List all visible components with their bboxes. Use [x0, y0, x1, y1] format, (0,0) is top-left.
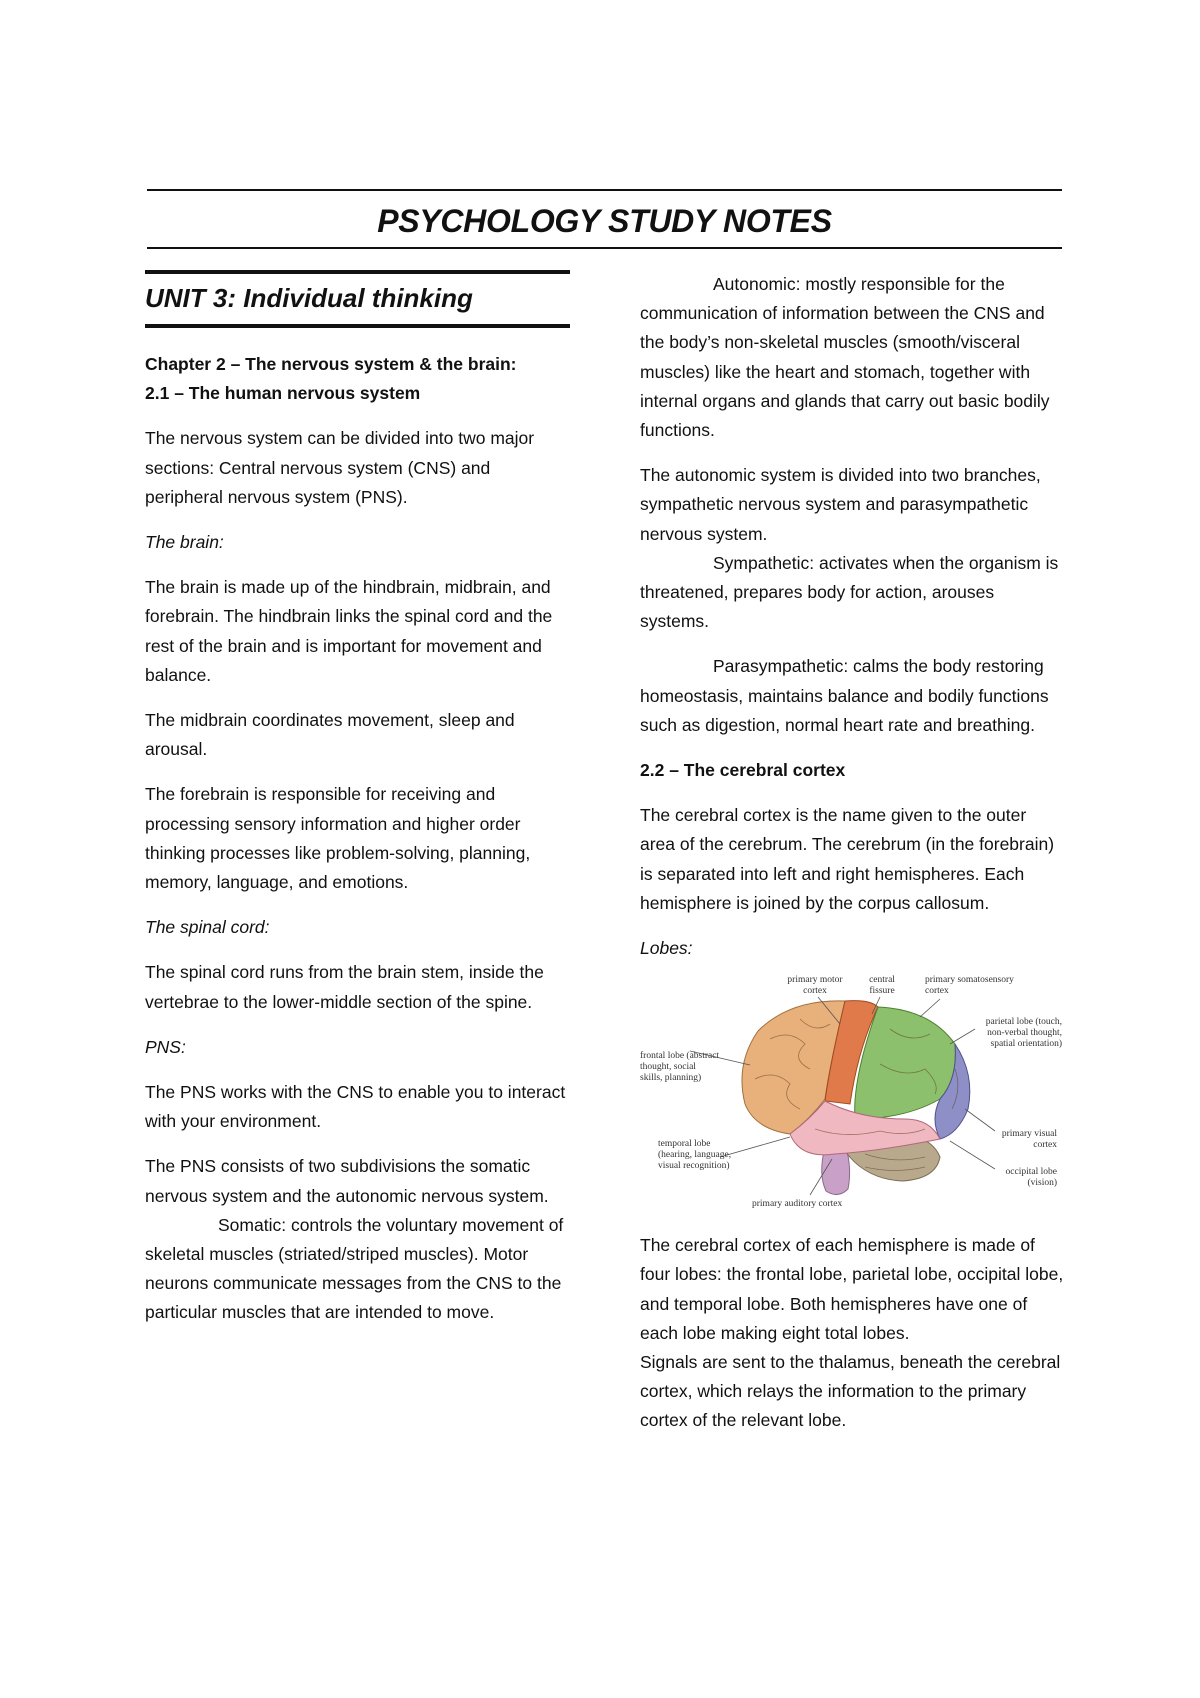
forebrain-paragraph: The forebrain is responsible for receiving and processing sensory information and higher order thinking processes like problem-solving, planning, memory, language, and emotions.: [145, 784, 531, 893]
right-column: [640, 270, 1065, 1452]
sympathetic-paragraph: Sympathetic: activates when the organism is threatened, prepares body for action, arouses systems.: [640, 552, 1059, 632]
autonomic-paragraph: Autonomic: mostly responsible for the communication of information between the CNS and the body’s non-skeletal muscles (smooth/visceral muscles) like the heart and stomach, together with internal organs and glands that carry out basic bodily functions.: [640, 274, 1050, 441]
brain-paragraph: The brain is made up of the hindbrain, midbrain, and forebrain. The hindbrain links the spinal cord and the rest of the brain and is important for movement and balance.: [145, 577, 553, 685]
intro-paragraph: The nervous system can be divided into two major sections: Central nervous system (CNS) and peripheral nervous system (PNS).: [145, 428, 535, 507]
somatic-paragraph: Somatic: controls the voluntary movement of skeletal muscles (striated/striped muscles). Motor neurons communicate messages from the CNS to the particular muscles that are intended to move.: [145, 1214, 564, 1323]
pns-subheading: PNS:: [145, 1036, 186, 1057]
chapter-title: Chapter 2 – The nervous system & the brain:: [145, 354, 517, 374]
unit-heading-box: [145, 270, 570, 328]
unit-title: UNIT 3: Individual thinking: [145, 283, 473, 313]
parasympathetic-paragraph: Parasympathetic: calms the body restoring homeostasis, maintains balance and bodily functions such as digestion, normal heart rate and breathing.: [640, 656, 1049, 735]
pns-paragraph-1: The PNS works with the CNS to enable you to interact with your environment.: [145, 1082, 566, 1132]
midbrain-paragraph: The midbrain coordinates movement, sleep and arousal.: [145, 710, 515, 760]
label-frontal-lobe: frontal lobe (abstract thought, social skills, planning): [640, 1051, 720, 1084]
left-column: [145, 270, 570, 1344]
thalamus-paragraph: Signals are sent to the thalamus, beneath the cerebral cortex, which relays the information to the primary cortex of the relevant lobe.: [640, 1352, 1061, 1431]
label-primary-auditory: primary auditory cortex: [752, 1199, 843, 1210]
lobes-subheading: Lobes:: [640, 938, 693, 959]
lobes-paragraph: The cerebral cortex of each hemisphere is made of four lobes: the frontal lobe, parietal lobe, occipital lobe, and temporal lobe. Both hemispheres have one of each lobe making eight total lobes.: [640, 1235, 1064, 1343]
brain-subheading: The brain:: [145, 532, 224, 553]
spinal-cord-subheading: The spinal cord:: [145, 917, 270, 938]
label-primary-somatosensory: primary somatosensory cortex: [925, 975, 1014, 997]
chapter-heading: [145, 350, 570, 408]
label-central-fissure: central fissure: [869, 975, 895, 997]
label-occipital-lobe: occipital lobe (vision): [1005, 1167, 1057, 1189]
title-rule-bottom: [147, 247, 1062, 249]
label-parietal-lobe: parietal lobe (touch, non-verbal thought, spatial orientation): [985, 1017, 1062, 1050]
label-primary-motor: primary motor cortex: [787, 975, 843, 997]
pns-paragraph-2: The PNS consists of two subdivisions the somatic nervous system and the autonomic nervous system.: [145, 1156, 549, 1206]
autonomic-branches-paragraph: The autonomic system is divided into two branches, sympathetic nervous system and parasympathetic nervous system.: [640, 465, 1041, 544]
title-block: [147, 189, 1062, 249]
brain-lobes-figure: [640, 969, 1065, 1219]
cerebral-cortex-paragraph: The cerebral cortex is the name given to the outer area of the cerebrum. The cerebrum (in the forebrain) is separated into left and right hemispheres. Each hemisphere is joined by the corpus callosum.: [640, 805, 1055, 913]
spinal-cord-paragraph: The spinal cord runs from the brain stem, inside the vertebrae to the lower-middle section of the spine.: [145, 962, 544, 1012]
section-heading-2-1: 2.1 – The human nervous system: [145, 383, 421, 404]
section-heading-2-2: 2.2 – The cerebral cortex: [640, 760, 846, 781]
label-temporal-lobe: temporal lobe (hearing, language, visual recognition): [658, 1139, 732, 1172]
document-title: PSYCHOLOGY STUDY NOTES: [377, 203, 832, 239]
label-primary-visual: primary visual cortex: [1001, 1129, 1057, 1151]
